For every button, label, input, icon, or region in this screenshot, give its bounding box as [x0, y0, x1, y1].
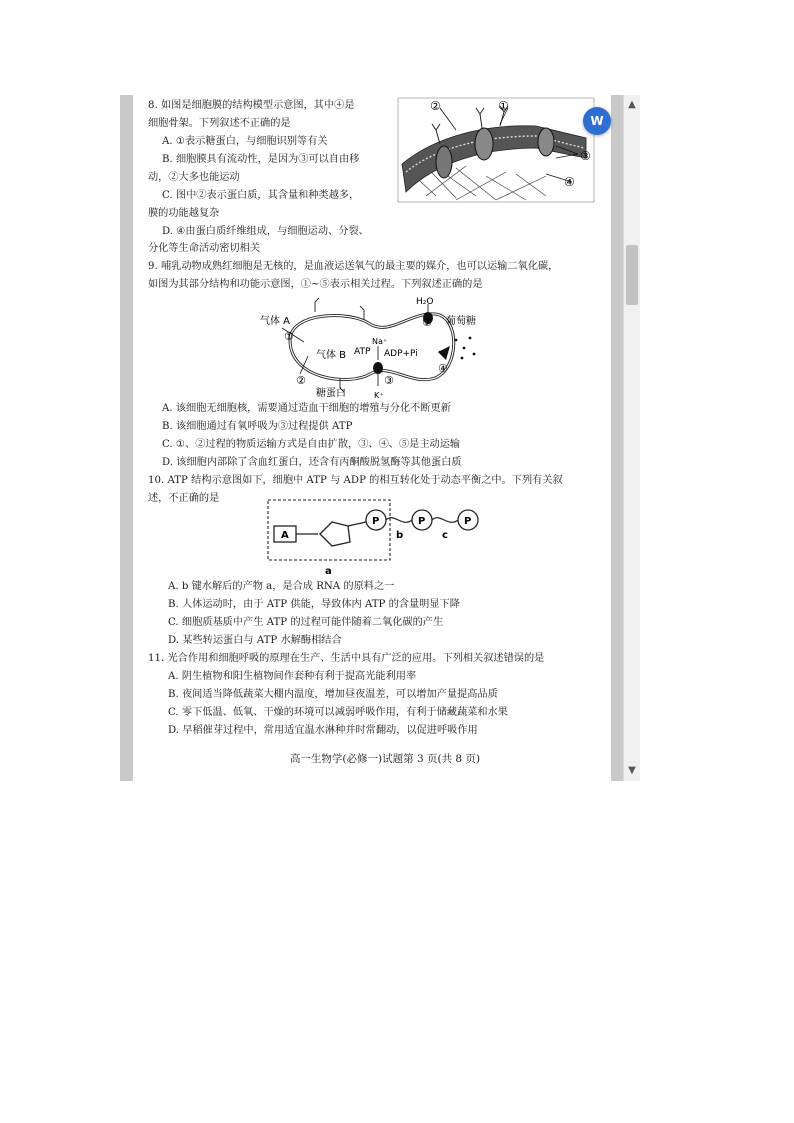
label-glucose: 葡萄糖 — [446, 316, 476, 327]
label-adp-pi: ADP+Pi — [384, 349, 418, 359]
label-h2o: H₂O — [416, 297, 434, 307]
label-gas-a: 气体 A — [260, 316, 291, 327]
q10-option-c: C. 细胞质基质中产生 ATP 的过程可能伴随着二氧化碳的产生 — [168, 617, 444, 628]
word-badge-label: W — [590, 114, 604, 128]
word-download-icon[interactable] — [583, 107, 611, 135]
q9-option-d: D. 该细胞内部除了含血红蛋白，还含有丙酮酸脱氢酶等其他蛋白质 — [162, 457, 462, 468]
q8-option-d-line2: 分化等生命活动密切相关 — [148, 243, 261, 254]
q11-option-a: A. 阴生植物和阳生植物间作套种有利于提高光能利用率 — [168, 671, 417, 682]
bond-c-label: c — [442, 530, 448, 541]
label-process-4: ④ — [438, 362, 448, 375]
q9-option-b: B. 该细胞通过有氧呼吸为③过程提供 ATP — [162, 421, 353, 432]
q8-stem-line1: 8. 如图是细胞膜的结构模型示意图，其中④是 — [148, 100, 355, 111]
q8-option-a: A. ①表示糖蛋白，与细胞识别等有关 — [162, 136, 328, 147]
q8-option-c-line1: C. 图中②表示蛋白质，其含量和种类越多， — [162, 190, 360, 201]
fig-label-3: ③ — [580, 149, 591, 163]
label-glycoprotein: 糖蛋白 — [316, 388, 346, 399]
fig-label-1: ① — [498, 99, 509, 113]
q11-option-c: C. 零下低温、低氧、干燥的环境可以减弱呼吸作用，有利于储藏蔬菜和水果 — [168, 707, 508, 718]
label-process-2: ② — [296, 374, 306, 387]
phosphate-2-label: P — [418, 516, 426, 527]
page-footer: 高一生物学(必修一)试题第 3 页(共 8 页) — [289, 753, 481, 765]
atp-structure-figure — [262, 496, 484, 578]
q8-stem-line2: 细胞骨架。下列叙述不正确的是 — [148, 118, 291, 129]
scroll-up-icon[interactable]: ▲ — [628, 99, 636, 110]
label-process-1: ① — [284, 330, 294, 343]
q10-option-b: B. 人体运动时，由于 ATP 供能，导致体内 ATP 的含量明显下降 — [168, 599, 460, 610]
label-gas-b: 气体 B — [316, 350, 347, 361]
label-k: K⁺ — [374, 391, 384, 400]
q11-option-d: D. 早稻催芽过程中，常用适宜温水淋种并时常翻动，以促进呼吸作用 — [168, 725, 478, 736]
q10-stem-line1: 10. ATP 结构示意图如下，细胞中 ATP 与 ADP 的相互转化处于动态平衡之中。下列有关叙 — [148, 475, 563, 486]
label-process-3: ③ — [384, 374, 394, 387]
q8-option-d-line1: D. ④由蛋白质纤维组成，与细胞运动、分裂、 — [162, 226, 369, 237]
fig-label-2: ② — [430, 99, 441, 113]
phosphate-1-label: P — [372, 516, 380, 527]
q11-option-b: B. 夜间适当降低蔬菜大棚内温度，增加昼夜温差，可以增加产量提高品质 — [168, 689, 498, 700]
q8-option-b-line1: B. 细胞膜具有流动性，是因为③可以自由移 — [162, 154, 360, 165]
q11-stem: 11. 光合作用和细胞呼吸的原理在生产、生活中具有广泛的应用。下列相关叙述错误的是 — [148, 653, 545, 664]
q9-stem-line2: 如图为其部分结构和功能示意图，①~⑤表示相关过程。下列叙述正确的是 — [148, 279, 483, 290]
q8-option-b-line2: 动，②大多也能运动 — [148, 172, 240, 183]
q9-option-a: A. 该细胞无细胞核，需要通过造血干细胞的增殖与分化不断更新 — [162, 403, 451, 414]
q10-option-d: D. 某些转运蛋白与 ATP 水解酶相结合 — [168, 635, 342, 646]
q8-option-c-line2: 膜的功能越复杂 — [148, 208, 220, 219]
q9-stem-line1: 9. 哺乳动物成熟红细胞是无核的，是血液运送氧气的最主要的媒介，也可以运输二氧化碳， — [148, 261, 559, 272]
part-a-label: a — [325, 566, 332, 577]
q10-stem-line2: 述，不正确的是 — [148, 493, 220, 504]
scroll-thumb[interactable] — [626, 245, 638, 305]
red-blood-cell-figure — [260, 294, 490, 400]
label-process-5: ⑤ — [422, 316, 432, 329]
phosphate-3-label: P — [464, 516, 472, 527]
fig-label-4: ④ — [564, 175, 575, 189]
bond-b-label: b — [396, 530, 404, 541]
label-na: Na⁺ — [372, 337, 388, 346]
q10-option-a: A. b 键水解后的产物 a，是合成 RNA 的原料之一 — [168, 581, 395, 592]
q9-option-c: C. ①、②过程的物质运输方式是自由扩散，③、④、⑤是主动运输 — [162, 439, 461, 450]
adenine-label: A — [281, 530, 289, 541]
label-atp: ATP — [354, 347, 371, 357]
cell-membrane-figure — [396, 96, 596, 204]
scroll-down-icon[interactable]: ▼ — [628, 765, 636, 776]
vertical-scrollbar[interactable] — [623, 95, 640, 781]
